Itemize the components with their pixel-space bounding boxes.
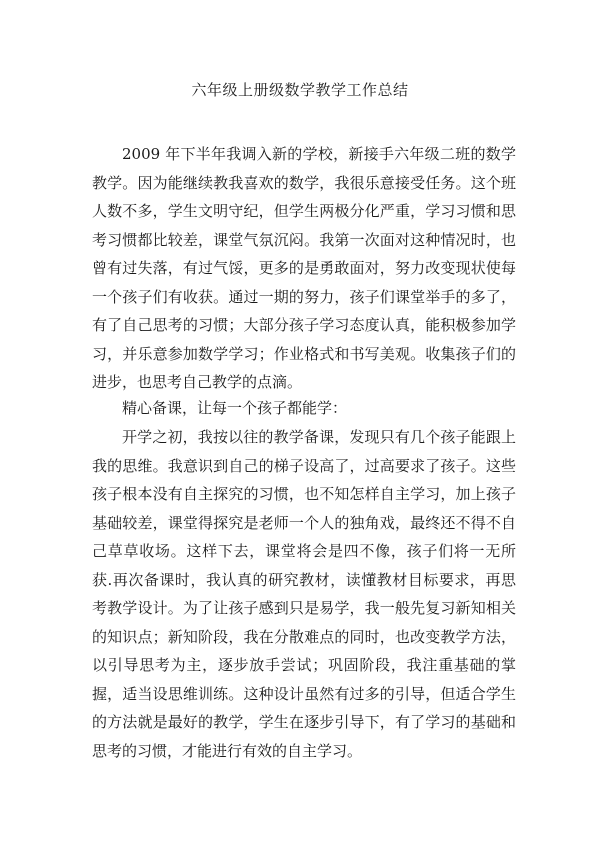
paragraph-intro: 2009 年下半年我调入新的学校，新接手六年级二班的数学教学。因为能继续教我喜欢的数学，我很乐意接受任务。这个班人数不多，学生文明守纪，但学生两极分化严重，学习习惯和思考习惯都比较差，课堂气氛沉闷。我第一次面对这种情况时，也曾有过失落，有过气馁，更多的是勇敢面对，努力改变现状使每一个孩子们有收获。通过一期的努力，孩子们课堂举手的多了，有了自己思考的习惯；大部分孩子学习态度认真，能积极参加学习，并乐意参加数学学习；作业格式和书写美观。收集孩子们的进步，也思考自己教学的点滴。 [92, 145, 516, 391]
document-title: 六年级上册级数学教学工作总结 [191, 81, 409, 99]
paragraph-lesson-prep: 开学之初，我按以往的教学备课，发现只有几个孩子能跟上我的思维。我意识到自己的梯子设高了，过高要求了孩子。这些孩子根本没有自主探究的习惯，也不知怎样自主学习，加上孩子基础较差，课堂得探究是老师一个人的独角戏，最终还不得不自己草草收场。这样下去，课堂将会是四不像，孩子们将一无所获.再次备课时，我认真的研究教材，读懂教材目标要求，再思考教学设计。为了让孩子感到只是易学，我一般先复习新知相关的知识点；新知阶段，我在分散难点的同时，也改变教学方法，以引导思考为主，逐步放手尝试；巩固阶段，我注重基础的掌握，适当设思维训练。这种设计虽然有过多的引导，但适合学生的方法就是最好的教学，学生在逐步引导下，有了学习的基础和思考的习惯，才能进行有效的自主学习。 [92, 428, 516, 760]
paragraph-section-heading: 精心备课，让每一个孩子都能学： [122, 399, 348, 417]
